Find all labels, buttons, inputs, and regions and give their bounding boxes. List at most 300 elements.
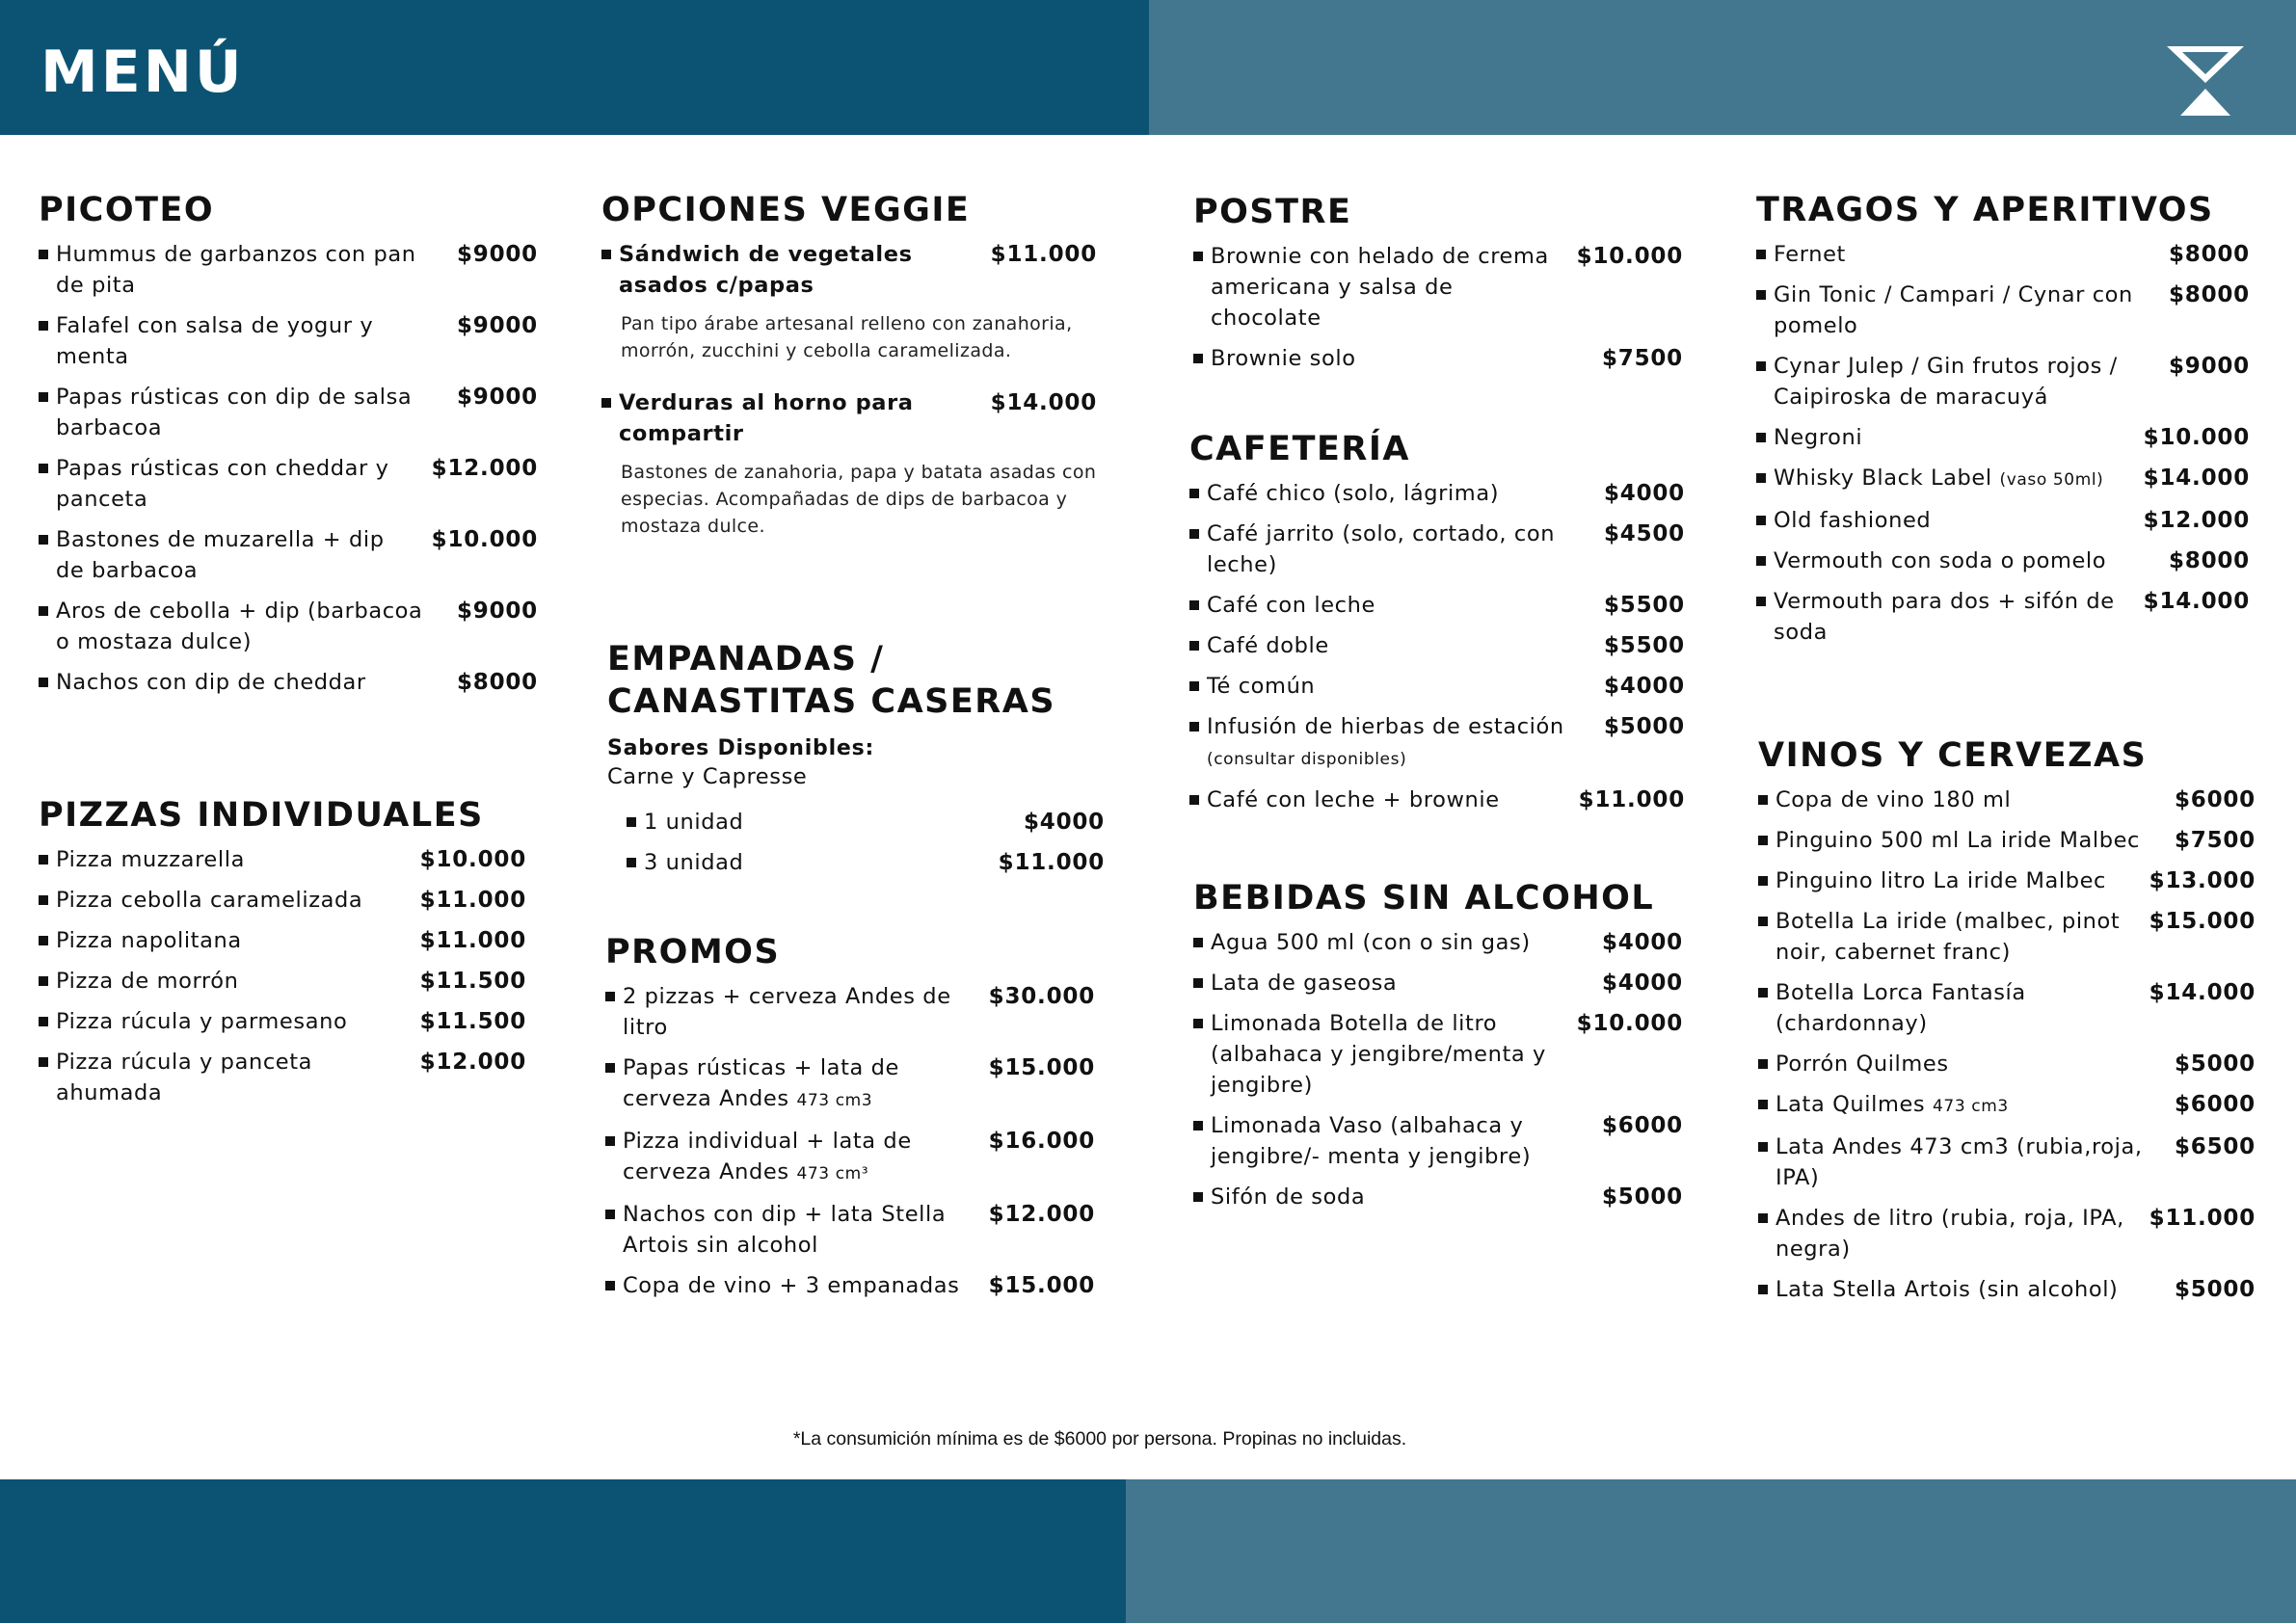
menu-item [1756, 279, 2250, 341]
menu-item [1756, 505, 2250, 536]
item-price: $11.500 [419, 1009, 526, 1034]
item-name [1774, 279, 2155, 341]
item-name-text: Lata de gaseosa [1211, 971, 1398, 996]
section-vinos [1758, 734, 2256, 1315]
item-name [1211, 1182, 1589, 1212]
item-name-text: Limonada Vaso (albahaca y jengibre/- menta y jengibre) [1211, 1113, 1532, 1169]
bullet-icon [1756, 250, 1766, 259]
bullet-icon [1758, 876, 1768, 886]
bullet-icon [1189, 600, 1199, 610]
bullet-icon [1193, 1192, 1203, 1202]
item-price: $6500 [2174, 1134, 2256, 1159]
item-name-text: Copa de vino 180 ml [1775, 787, 2012, 812]
item-price: $10.000 [2143, 425, 2250, 450]
item-note: 473 cm3 [1933, 1097, 2009, 1116]
menu-item [1758, 825, 2256, 856]
item-name [1211, 241, 1563, 333]
item-price: $16.000 [988, 1129, 1095, 1154]
item-name [619, 239, 977, 301]
bullet-icon [1756, 597, 1766, 606]
bullet-icon [1756, 290, 1766, 300]
item-name-text: Pizza rúcula y parmesano [56, 1009, 348, 1034]
item-name-text: Café jarrito (solo, cortado, con leche) [1207, 521, 1556, 577]
bullet-icon [1758, 988, 1768, 998]
item-name [56, 453, 418, 515]
item-price: $5500 [1603, 593, 1685, 618]
item-name-text: Lata Stella Artois (sin alcohol) [1775, 1277, 2119, 1302]
item-list [1758, 785, 2256, 1305]
item-name-text: Agua 500 ml (con o sin gas) [1211, 930, 1531, 955]
menu-item [605, 1199, 1095, 1261]
item-price: $5000 [2174, 1277, 2256, 1302]
menu-item [39, 382, 538, 443]
item-name-text: Café doble [1207, 633, 1329, 658]
item-name-text: Pinguino litro La iride Malbec [1775, 868, 2107, 893]
section-title: PROMOS [605, 933, 781, 971]
item-name-text: Papas rústicas + lata de cerveza Andes [623, 1055, 899, 1111]
item-price: $15.000 [988, 1055, 1095, 1080]
item-price: $10.000 [431, 527, 538, 552]
item-name-text: Nachos con dip + lata Stella Artois sin alcohol [623, 1202, 947, 1258]
item-name-text: Café con leche [1207, 593, 1375, 618]
bullet-icon [1756, 361, 1766, 371]
item-name [56, 667, 443, 698]
item-name [1775, 865, 2136, 896]
item-name [1207, 519, 1590, 580]
item-price: $10.000 [1576, 1011, 1683, 1036]
item-name [1775, 1131, 2161, 1193]
footer-band [0, 1479, 2296, 1623]
item-list [607, 807, 1105, 878]
item-name-text: Andes de litro (rubia, roja, IPA, negra) [1775, 1206, 2124, 1262]
item-price: $8000 [2168, 242, 2250, 267]
item-price: $13.000 [2149, 868, 2256, 893]
item-name-text: Pizza individual + lata de cerveza Andes [623, 1129, 912, 1184]
bullet-icon [39, 678, 48, 687]
menu-item [39, 667, 538, 698]
flavors-value: Carne y Capresse [607, 764, 808, 789]
menu-item [1756, 586, 2250, 648]
item-name-text: Papas rústicas con cheddar y panceta [56, 456, 389, 512]
bullet-icon [605, 992, 615, 1001]
item-name [1774, 239, 2155, 270]
bullet-icon [1756, 556, 1766, 566]
item-name [1775, 1049, 2161, 1079]
menu-item [1758, 1131, 2256, 1193]
section-postre [1193, 191, 1683, 384]
item-price: $9000 [2168, 354, 2250, 379]
item-description: Bastones de zanahoria, papa y batata asadas con especias. Acompañadas de dips de barbacoa y mostaza dulce. [621, 462, 1097, 537]
menu-item [627, 807, 1105, 838]
item-price: $11.000 [1578, 787, 1685, 812]
item-list [601, 239, 1097, 540]
item-price: $6000 [2174, 1092, 2256, 1117]
item-name [1211, 1008, 1563, 1101]
menu-item [1758, 1203, 2256, 1264]
item-name [56, 844, 407, 875]
header-light-panel [1149, 0, 2296, 135]
item-name-text: Vermouth para dos + sifón de soda [1774, 589, 2115, 645]
item-name [1774, 505, 2130, 536]
menu-item [39, 1047, 526, 1108]
item-price: $15.000 [2149, 909, 2256, 934]
bullet-icon [39, 976, 48, 986]
section-title: CAFETERÍA [1189, 430, 1410, 468]
bullet-icon [1193, 938, 1203, 947]
item-name-text: Hummus de garbanzos con pan de pita [56, 242, 416, 298]
item-price: $9000 [456, 242, 538, 267]
bullet-icon [1758, 1285, 1768, 1294]
item-name-text: Café con leche + brownie [1207, 787, 1500, 812]
menu-item [39, 1006, 526, 1037]
flavors-title: Sabores Disponibles: [607, 736, 875, 760]
item-name [1775, 1274, 2161, 1305]
item-price: $4000 [1023, 810, 1105, 835]
item-price: $11.000 [2149, 1206, 2256, 1231]
item-price: $11.000 [419, 928, 526, 953]
section-title: OPCIONES VEGGIE [601, 191, 971, 229]
menu-item [1756, 239, 2250, 270]
item-name-text: Falafel con salsa de yogur y menta [56, 313, 374, 369]
menu-item [605, 981, 1095, 1043]
item-name-text: Cynar Julep / Gin frutos rojos / Caipiroska de maracuyá [1774, 354, 2118, 410]
item-price: $8000 [2168, 548, 2250, 573]
bullet-icon [1758, 1142, 1768, 1152]
menu-item [1758, 785, 2256, 815]
item-name-text: Whisky Black Label [1774, 466, 1992, 491]
bullet-icon [601, 250, 611, 259]
menu-item [605, 1052, 1095, 1116]
menu-item [1193, 1008, 1683, 1101]
bullet-icon [1193, 1019, 1203, 1028]
header-band [0, 0, 2296, 135]
item-price: $14.000 [2143, 466, 2250, 491]
hourglass-logo-icon [2167, 46, 2244, 116]
bullet-icon [39, 606, 48, 616]
section-title: POSTRE [1193, 193, 1352, 231]
item-name-text: Verduras al horno para compartir [619, 390, 914, 446]
item-name-text: Sándwich de vegetales asados c/papas [619, 242, 913, 298]
item-price: $9000 [456, 385, 538, 410]
bullet-icon [1189, 529, 1199, 539]
footnote: *La consumición mínima es de $6000 por persona. Propinas no incluidas. [792, 1428, 1407, 1450]
item-price: $8000 [2168, 282, 2250, 307]
section-title-line2: CANASTITAS CASERAS [607, 682, 1056, 721]
item-name [623, 1052, 975, 1116]
item-list [39, 239, 538, 698]
menu-item [1758, 1089, 2256, 1122]
item-price: $12.000 [988, 1202, 1095, 1227]
bullet-icon [605, 1281, 615, 1290]
section-pizzas [39, 794, 526, 1118]
item-name [1207, 785, 1565, 815]
item-name-text: Negroni [1774, 425, 1863, 450]
item-name [1775, 1203, 2136, 1264]
bullet-icon [1189, 795, 1199, 805]
item-name-text: 3 unidad [644, 850, 744, 875]
item-name [1207, 590, 1590, 621]
item-name [1775, 906, 2136, 968]
item-price: $7500 [1601, 346, 1683, 371]
footer-dark-panel [0, 1479, 1126, 1623]
menu-item [627, 847, 1105, 878]
item-name-text: Old fashioned [1774, 508, 1932, 533]
item-name [56, 1047, 407, 1108]
item-name-text: Limonada Botella de litro (albahaca y jengibre/menta y jengibre) [1211, 1011, 1546, 1098]
item-price: $5500 [1603, 633, 1685, 658]
menu-item [1189, 519, 1685, 580]
bullet-icon [1193, 354, 1203, 363]
item-price: $5000 [2174, 1051, 2256, 1077]
menu-item [1193, 343, 1683, 374]
menu-item [1189, 478, 1685, 509]
item-list [1193, 927, 1683, 1212]
item-name [623, 1270, 975, 1301]
bullet-icon [1758, 1059, 1768, 1069]
item-price: $4000 [1601, 930, 1683, 955]
menu-item [1189, 785, 1685, 815]
item-description: Pan tipo árabe artesanal relleno con zanahoria, morrón, zucchini y cebolla caramelizada. [621, 313, 1073, 361]
item-name-text: Pizza de morrón [56, 969, 239, 994]
menu-item [1758, 977, 2256, 1039]
item-name [623, 981, 975, 1043]
item-name [619, 387, 977, 449]
item-name [56, 310, 443, 372]
section-title: BEBIDAS SIN ALCOHOL [1193, 879, 1655, 918]
menu-item [605, 1126, 1095, 1189]
bullet-icon [39, 895, 48, 905]
bullet-icon [39, 321, 48, 331]
bullet-icon [1193, 1121, 1203, 1131]
item-name [1775, 977, 2136, 1039]
menu-item [601, 239, 1097, 301]
item-name-text: Sifón de soda [1211, 1184, 1366, 1210]
bullet-icon [627, 858, 636, 867]
item-name-text: 2 pizzas + cerveza Andes de litro [623, 984, 951, 1040]
bullet-icon [1756, 473, 1766, 483]
bullet-icon [1193, 252, 1203, 261]
item-name [1207, 478, 1590, 509]
menu-item [1756, 351, 2250, 412]
item-name [56, 239, 443, 301]
item-list [605, 981, 1095, 1301]
item-name-text: Pizza rúcula y panceta ahumada [56, 1050, 313, 1105]
menu-item [1189, 711, 1685, 775]
menu-item [39, 596, 538, 657]
item-name [1774, 586, 2130, 648]
item-name [56, 966, 407, 997]
bullet-icon [1189, 681, 1199, 691]
bullet-icon [1758, 917, 1768, 926]
item-price: $8000 [456, 670, 538, 695]
menu-item [1758, 1274, 2256, 1305]
item-name-text: Fernet [1774, 242, 1846, 267]
item-name [1774, 463, 2130, 495]
menu-item [1756, 463, 2250, 495]
item-list [1189, 478, 1685, 815]
item-price: $11.000 [990, 242, 1097, 267]
item-name-text: Té común [1207, 674, 1316, 699]
item-name-text: Vermouth con soda o pomelo [1774, 548, 2107, 573]
menu-item [39, 524, 538, 586]
item-price: $5000 [1603, 714, 1685, 739]
item-name-text: Pinguino 500 ml La iride Malbec [1775, 828, 2141, 853]
item-note: 473 cm3 [796, 1091, 873, 1110]
bullet-icon [39, 464, 48, 473]
item-name [1774, 422, 2130, 453]
item-price: $6000 [1601, 1113, 1683, 1138]
section-title: VINOS Y CERVEZAS [1758, 736, 2148, 775]
item-price: $6000 [2174, 787, 2256, 812]
item-name-text: Brownie con helado de crema americana y salsa de chocolate [1211, 244, 1549, 331]
item-price: $12.000 [2143, 508, 2250, 533]
item-name-text: Pizza napolitana [56, 928, 242, 953]
item-note: (vaso 50ml) [1999, 470, 2104, 490]
bullet-icon [601, 398, 611, 408]
menu-item [39, 966, 526, 997]
menu-item [601, 387, 1097, 449]
item-name-text: Botella Lorca Fantasía (chardonnay) [1775, 980, 2026, 1036]
item-price: $30.000 [988, 984, 1095, 1009]
menu-item [39, 885, 526, 916]
item-note: 473 cm³ [796, 1164, 869, 1184]
item-name [56, 1006, 407, 1037]
item-price: $7500 [2174, 828, 2256, 853]
bullet-icon [1189, 489, 1199, 498]
item-name [644, 847, 985, 878]
item-list [1193, 241, 1683, 374]
menu-item [1758, 1049, 2256, 1079]
item-price: $9000 [456, 313, 538, 338]
menu-item [1193, 927, 1683, 958]
item-list [1756, 239, 2250, 648]
item-name [1775, 785, 2161, 815]
bullet-icon [1758, 795, 1768, 805]
bullet-icon [1756, 433, 1766, 442]
menu-item [1758, 865, 2256, 896]
item-price: $10.000 [1576, 244, 1683, 269]
bullet-icon [39, 535, 48, 545]
item-name [1211, 1110, 1589, 1172]
item-name-text: Botella La iride (malbec, pinot noir, cabernet franc) [1775, 909, 2121, 965]
bullet-icon [605, 1136, 615, 1146]
item-name [644, 807, 1010, 838]
menu-item [1193, 968, 1683, 998]
item-price: $10.000 [419, 847, 526, 872]
bullet-icon [1756, 516, 1766, 525]
item-name [1207, 711, 1590, 775]
item-price: $9000 [456, 599, 538, 624]
item-name [56, 925, 407, 956]
item-price: $15.000 [988, 1273, 1095, 1298]
item-price: $4500 [1603, 521, 1685, 546]
section-title: PIZZAS INDIVIDUALES [39, 796, 484, 835]
menu-item [1193, 241, 1683, 333]
menu-item [605, 1270, 1095, 1301]
item-note: (consultar disponibles) [1207, 750, 1407, 769]
bullet-icon [39, 1017, 48, 1026]
item-name [56, 596, 443, 657]
section-cafeteria [1189, 428, 1685, 825]
item-name-text: Café chico (solo, lágrima) [1207, 481, 1500, 506]
item-name-text: Bastones de muzarella + dip de barbacoa [56, 527, 385, 583]
bullet-icon [1758, 836, 1768, 845]
section-empanadas [607, 638, 1105, 888]
menu-item [39, 310, 538, 372]
item-name [623, 1126, 975, 1189]
item-price: $14.000 [2143, 589, 2250, 614]
bullet-icon [39, 855, 48, 865]
menu-item [39, 239, 538, 301]
item-name-text: Brownie solo [1211, 346, 1356, 371]
item-name [1775, 1089, 2161, 1122]
item-name-text: Lata Quilmes [1775, 1092, 1926, 1117]
item-name-text: Porrón Quilmes [1775, 1051, 1949, 1077]
item-price: $4000 [1603, 674, 1685, 699]
item-name-text: Pizza cebolla caramelizada [56, 888, 363, 913]
item-name-text: Nachos con dip de cheddar [56, 670, 366, 695]
item-name [623, 1199, 975, 1261]
item-list [39, 844, 526, 1108]
bullet-icon [605, 1210, 615, 1219]
item-price: $4000 [1601, 971, 1683, 996]
item-name-text: Copa de vino + 3 empanadas [623, 1273, 960, 1298]
item-price: $12.000 [419, 1050, 526, 1075]
item-name [1207, 671, 1590, 702]
item-name-text: Papas rústicas con dip de salsa barbacoa [56, 385, 413, 440]
menu-item [39, 844, 526, 875]
item-price: $11.500 [419, 969, 526, 994]
item-name [56, 382, 443, 443]
section-veggie [601, 189, 1097, 563]
item-name [1775, 825, 2161, 856]
item-name [1211, 927, 1589, 958]
menu-item [1189, 590, 1685, 621]
menu-item [39, 453, 538, 515]
section-bebidas [1193, 877, 1683, 1222]
bullet-icon [627, 817, 636, 827]
section-tragos [1756, 189, 2250, 657]
page-title: MENÚ [40, 39, 245, 106]
item-name-text: 1 unidad [644, 810, 744, 835]
bullet-icon [1189, 641, 1199, 651]
menu-item [1193, 1110, 1683, 1172]
section-title-line1: EMPANADAS / [607, 640, 885, 678]
section-picoteo [39, 189, 538, 707]
item-price: $14.000 [990, 390, 1097, 415]
bullet-icon [605, 1063, 615, 1073]
item-price: $12.000 [431, 456, 538, 481]
item-price: $4000 [1603, 481, 1685, 506]
item-name [1211, 343, 1589, 374]
menu-item [1189, 630, 1685, 661]
item-price: $11.000 [998, 850, 1105, 875]
bullet-icon [39, 936, 48, 945]
section-title: PICOTEO [39, 191, 215, 229]
bullet-icon [39, 1057, 48, 1067]
item-price: $11.000 [419, 888, 526, 913]
section-title: TRAGOS Y APERITIVOS [1756, 191, 2214, 229]
item-name-text: Gin Tonic / Campari / Cynar con pomelo [1774, 282, 2133, 338]
item-name-text: Infusión de hierbas de estación [1207, 714, 1564, 739]
menu-item [39, 925, 526, 956]
menu-item [1193, 1182, 1683, 1212]
menu-item [1189, 671, 1685, 702]
item-name [56, 524, 418, 586]
item-name [1774, 351, 2155, 412]
menu-item [1756, 545, 2250, 576]
item-name-text: Lata Andes 473 cm3 (rubia,roja, IPA) [1775, 1134, 2143, 1190]
